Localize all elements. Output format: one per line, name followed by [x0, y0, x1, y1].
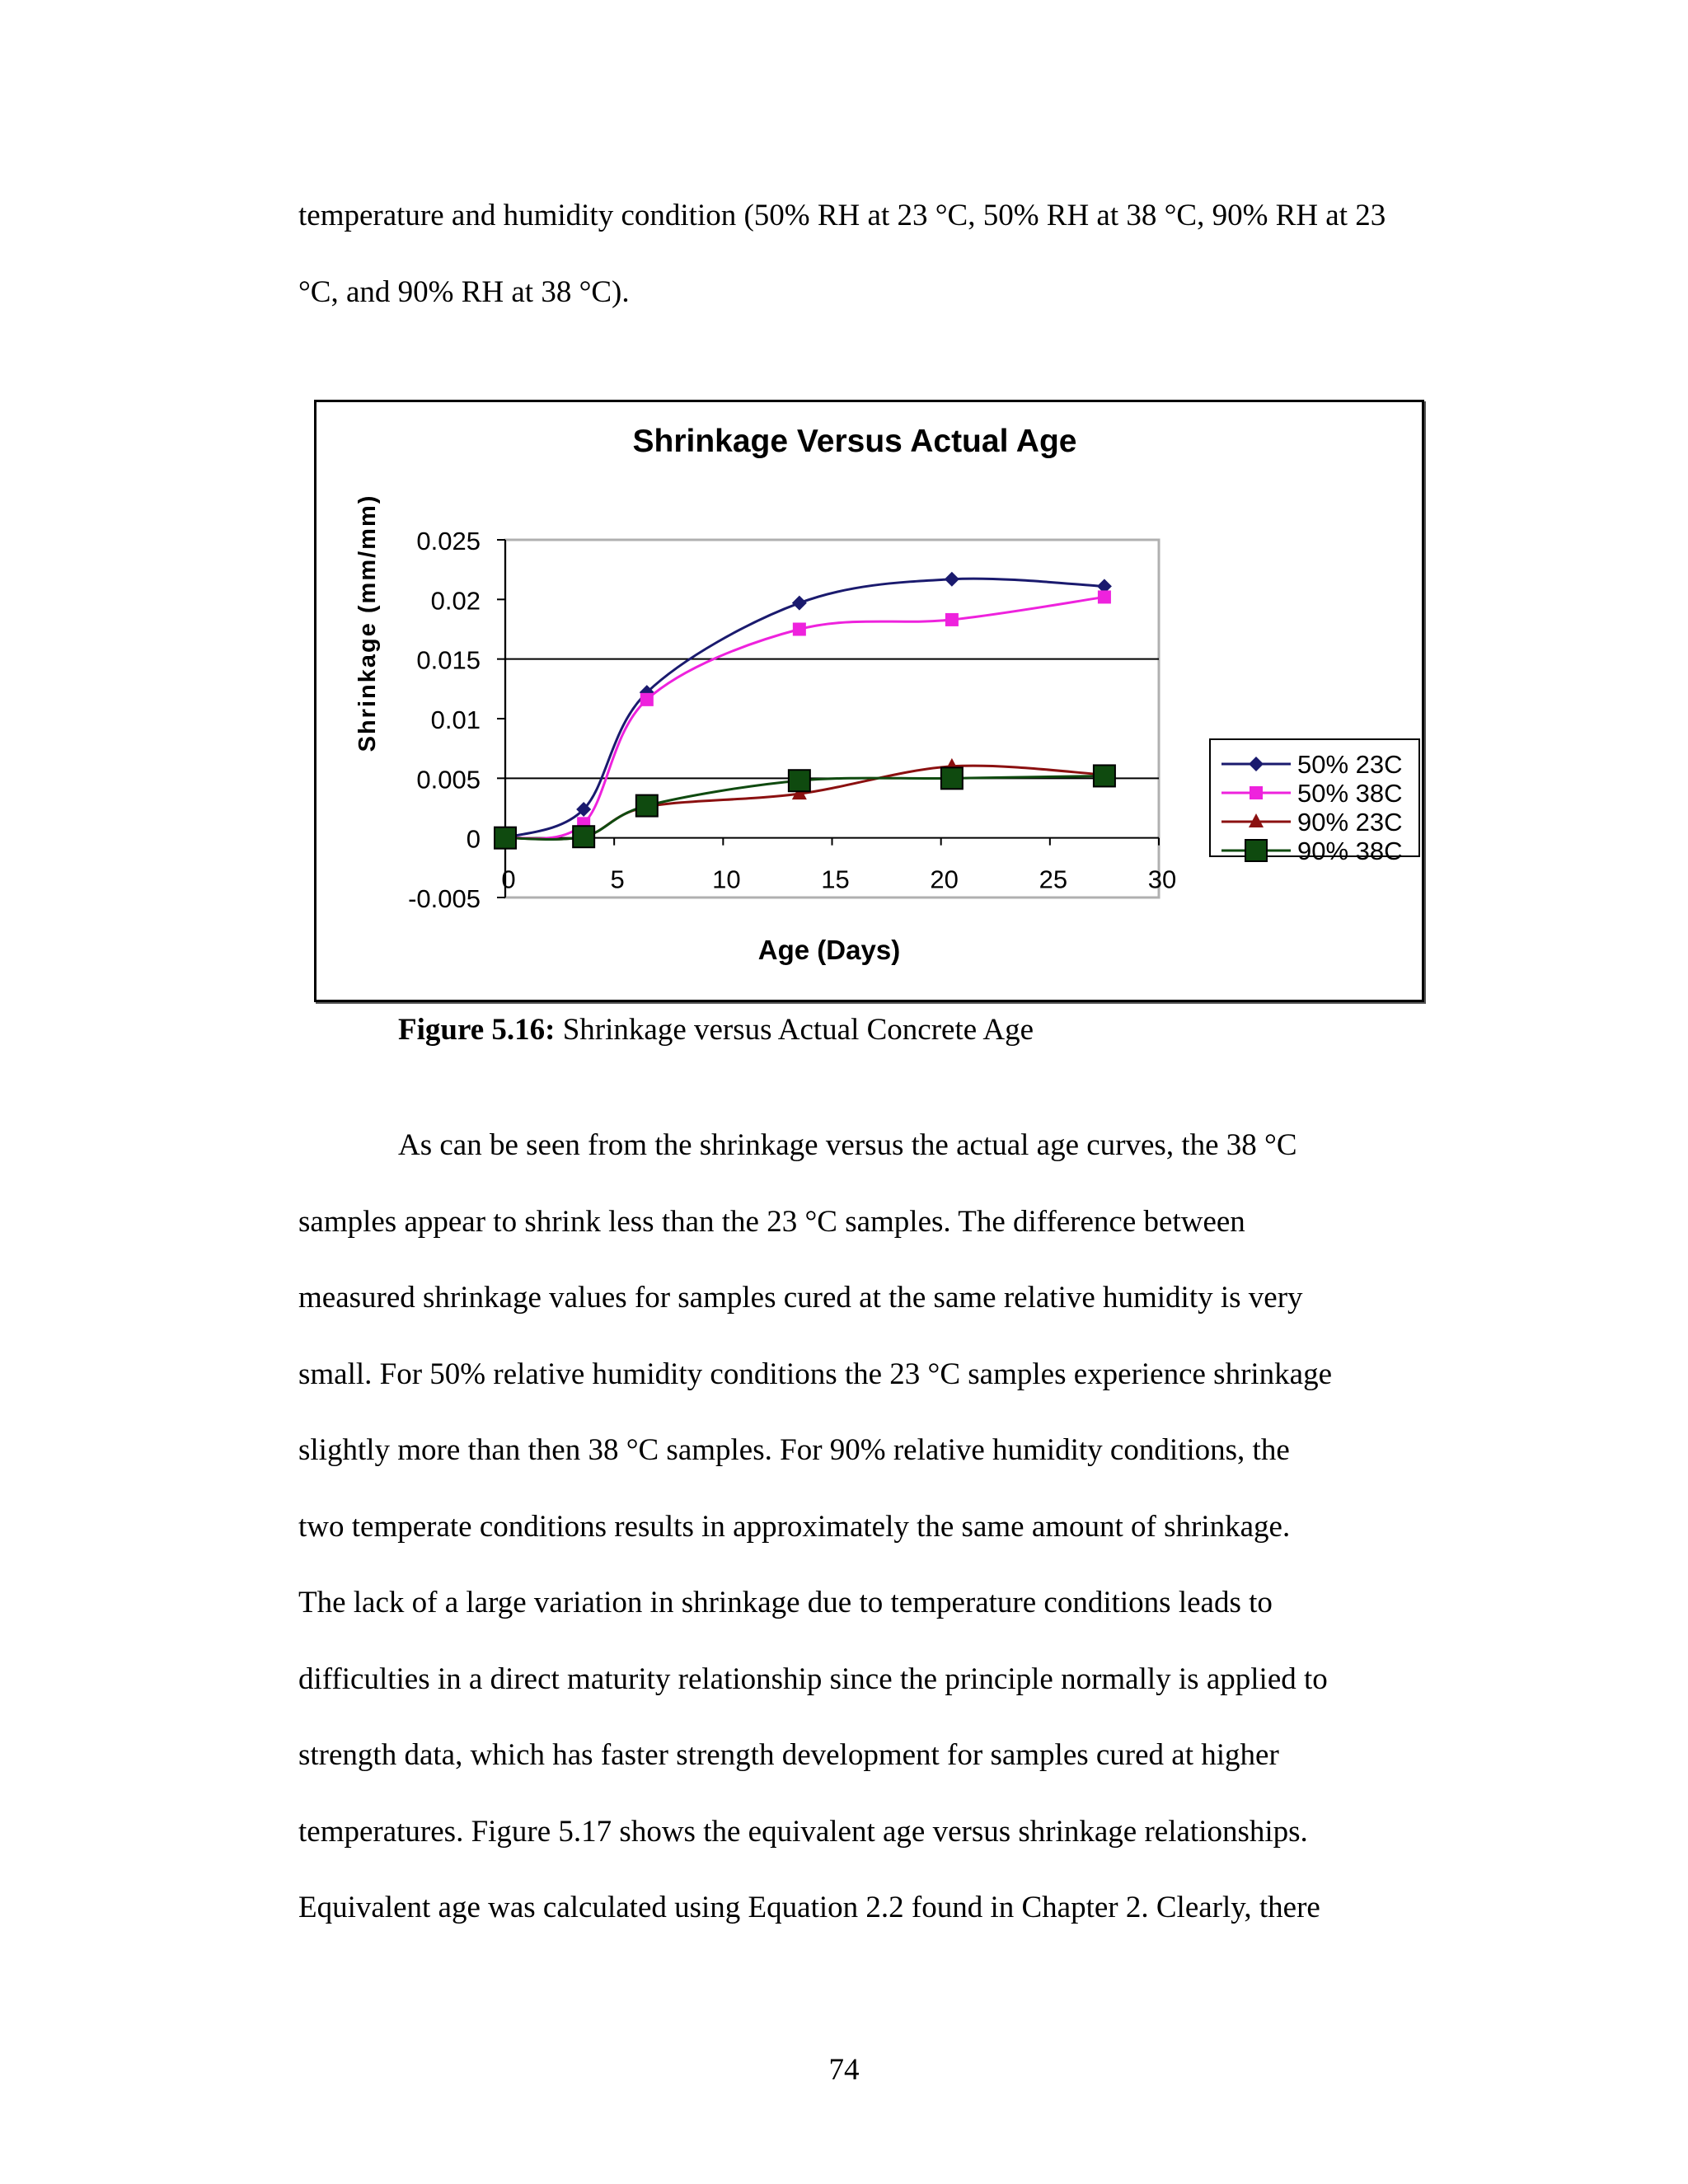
- caption-text: Shrinkage versus Actual Concrete Age: [562, 1013, 1034, 1047]
- text-line: samples appear to shrink less than the 23 °C samples. The difference between: [298, 1204, 1245, 1239]
- y-tick-label: 0.025: [416, 527, 481, 555]
- x-tick-label: 15: [821, 865, 850, 894]
- page-number: 74: [828, 2053, 860, 2087]
- text-line: strength data, which has faster strength development for samples cured at higher: [298, 1738, 1279, 1772]
- x-axis-label: Age (Days): [757, 935, 901, 965]
- text-line: small. For 50% relative humidity conditions the 23 °C samples experience shrinkage: [298, 1357, 1333, 1391]
- data-point-50-38c: [1098, 590, 1111, 603]
- x-tick-label: 30: [1147, 865, 1177, 894]
- text-line: difficulties in a direct maturity relationship since the principle normally is applied to: [298, 1661, 1328, 1696]
- data-point-90-38c: [495, 827, 516, 849]
- figure-caption: [398, 1010, 1034, 1050]
- data-point-90-38c: [636, 795, 658, 817]
- data-point-90-38c: [941, 767, 963, 789]
- text-line: The lack of a large variation in shrinkage due to temperature conditions leads to: [298, 1586, 1273, 1619]
- caption-label: Figure 5.16:: [398, 1013, 556, 1047]
- legend-label-90-23c: 90% 23C: [1297, 808, 1403, 837]
- text-line: Equivalent age was calculated using Equation 2.2 found in Chapter 2. Clearly, there: [298, 1891, 1320, 1924]
- x-tick-label: 5: [610, 865, 625, 894]
- shrinkage-chart: [316, 402, 1422, 1000]
- y-tick-label: 0: [466, 824, 481, 854]
- figure-frame: [314, 400, 1424, 1002]
- x-tick-label: 25: [1039, 865, 1068, 894]
- data-point-90-38c: [789, 770, 810, 791]
- data-point-50-38c: [945, 613, 959, 626]
- x-tick-label: 10: [712, 865, 741, 894]
- text-line: °C, and 90% RH at 38 °C).: [298, 274, 630, 309]
- text-line: slightly more than then 38 °C samples. For 90% relative humidity conditions, the: [298, 1433, 1290, 1467]
- data-point-50-38c: [640, 693, 654, 706]
- text-line: two temperate conditions results in approximately the same amount of shrinkage.: [298, 1509, 1291, 1544]
- legend-marker: [1245, 840, 1267, 861]
- text-line: temperature and humidity condition (50% RH at 23 °C, 50% RH at 38 °C, 90% RH at 23: [298, 199, 1386, 232]
- y-tick-label: 0.015: [416, 645, 481, 675]
- y-tick-label: 0.02: [430, 586, 481, 616]
- legend-marker: [1250, 786, 1263, 799]
- discussion-paragraph: [298, 1108, 1469, 1947]
- text-line: measured shrinkage values for samples cured at the same relative humidity is very: [298, 1281, 1303, 1315]
- x-tick-label: 0: [501, 865, 516, 894]
- text-line: temperatures. Figure 5.17 shows the equivalent age versus shrinkage relationships.: [298, 1814, 1308, 1849]
- chart-title: Shrinkage Versus Actual Age: [632, 424, 1077, 459]
- x-tick-label: 20: [930, 865, 959, 894]
- legend-label-50-38c: 50% 38C: [1297, 779, 1403, 808]
- y-tick-label: 0.01: [430, 705, 481, 734]
- data-point-90-38c: [573, 826, 594, 847]
- intro-paragraph: [298, 178, 1469, 330]
- text-line: As can be seen from the shrinkage versus the actual age curves, the 38 °C: [398, 1128, 1297, 1162]
- legend-label-50-23c: 50% 23C: [1297, 750, 1403, 779]
- y-tick-label: -0.005: [408, 884, 481, 913]
- legend: [1210, 739, 1419, 865]
- data-point-90-38c: [1094, 765, 1115, 786]
- legend-label-90-38c: 90% 38C: [1297, 837, 1403, 865]
- data-point-50-38c: [793, 623, 806, 636]
- y-tick-label: 0.005: [416, 765, 481, 794]
- y-axis-label: Shrinkage (mm/mm): [354, 494, 381, 752]
